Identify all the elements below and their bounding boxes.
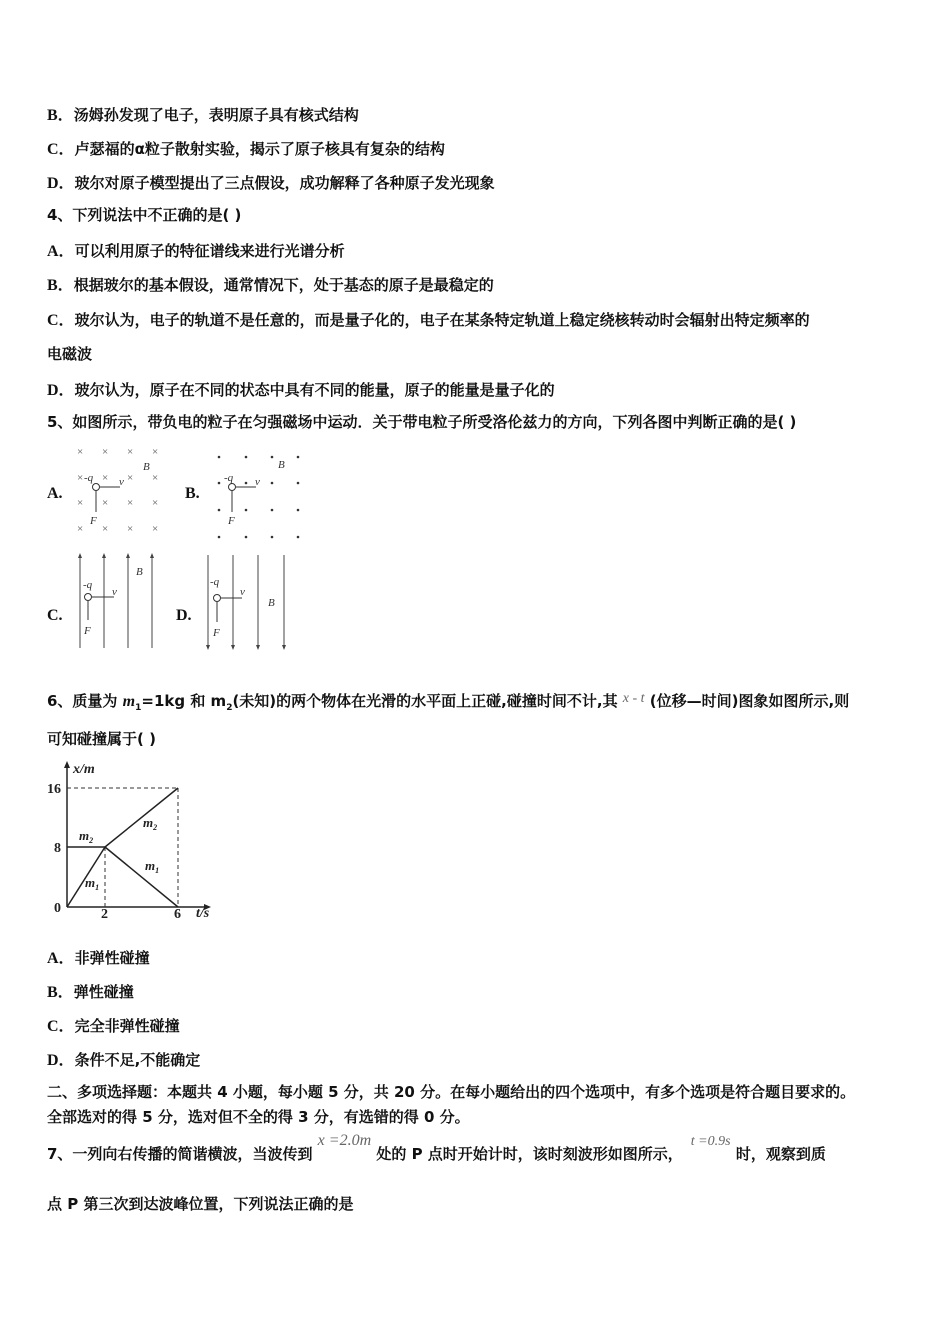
graph-lines: [67, 788, 178, 907]
q3-option-d: D．玻尔对原子模型提出了三点假设，成功解释了各种原子发光现象: [47, 174, 495, 192]
fig-b-charge: -q: [224, 472, 234, 484]
svg-text:×: ×: [77, 497, 84, 509]
q5-label-a: A.: [47, 485, 63, 502]
section2-scoring: 全部选对的得 5 分，选对但不全的得 3 分，有选错的得 0 分。: [47, 1108, 470, 1126]
svg-text:×: ×: [152, 472, 159, 484]
y-tick-8: 8: [54, 841, 61, 856]
svg-text:×: ×: [102, 472, 109, 484]
fig-a-charge: -q: [84, 472, 94, 484]
fig-c-charge: -q: [83, 579, 93, 591]
fig-c-b: B: [136, 566, 143, 578]
svg-text:×: ×: [127, 523, 134, 535]
q5-label-b: B.: [185, 485, 200, 502]
y-axis-label: x/m: [73, 762, 95, 777]
svg-text:×: ×: [77, 446, 84, 458]
label-m2-right: $m_2$: [143, 815, 158, 832]
fig-b-b: B: [278, 459, 285, 471]
q5-figures: [70, 440, 310, 655]
q4-option-d: D．玻尔认为，原子在不同的状态中具有不同的能量，原子的能量是量子化的: [47, 381, 555, 399]
q6-xt-graph: [45, 755, 235, 925]
q5-stem: 5、如图所示，带负电的粒子在匀强磁场中运动．关于带电粒子所受洛伦兹力的方向，下列各图中判断正确的是( ): [47, 413, 797, 431]
fig-c-v: v: [112, 586, 117, 598]
fig-a-v: v: [119, 476, 124, 488]
q3-option-b: B．汤姆孙发现了电子，表明原子具有核式结构: [47, 106, 359, 124]
label-m2-left: $m_2$: [79, 828, 94, 845]
x-tick-2: 2: [101, 907, 108, 922]
fig-d-v: v: [240, 586, 245, 598]
q6-stem: 6、质量为 $m_1=1kg$ 和 $m_2$(未知)的两个物体在光滑的水平面上正碰,碰撞时间不计,其 x - t (位移—时间)图象如图所示,则: [47, 691, 850, 713]
fig-a-f: F: [90, 515, 97, 527]
svg-text:×: ×: [127, 472, 134, 484]
fig-b-v: v: [255, 476, 260, 488]
label-m1-right: $m_1$: [145, 858, 160, 875]
fig-c-f: F: [84, 625, 91, 637]
svg-text:×: ×: [102, 497, 109, 509]
label-m1-left: $m_1$: [85, 875, 100, 892]
q7-stem: 7、一列向右传播的简谐横波，当波传到 x =2.0m 处的 P 点时开始计时，该时刻波形如图所示，t =0.9s 时，观察到质: [47, 1132, 826, 1163]
q6-option-a: A．非弹性碰撞: [47, 949, 150, 967]
q5-label-d: D.: [176, 607, 192, 624]
x-axis-label: t/s: [196, 906, 210, 921]
q6-option-d: D．条件不足,不能确定: [47, 1051, 201, 1069]
svg-text:×: ×: [102, 523, 109, 535]
fig-d-b: B: [268, 597, 275, 609]
fig-a-b: B: [143, 461, 150, 473]
figure-b-particle: [229, 484, 257, 513]
fig-d-charge: -q: [210, 576, 220, 588]
fig-d-f: F: [213, 627, 220, 639]
q4-option-c-cont: 电磁波: [47, 345, 93, 363]
svg-text:×: ×: [77, 523, 84, 535]
q5-label-c: C.: [47, 607, 63, 624]
q6-stem-cont: 可知碰撞属于( ): [47, 730, 156, 748]
y-tick-0: 0: [54, 901, 61, 916]
svg-text:×: ×: [127, 497, 134, 509]
q4-option-b: B．根据玻尔的基本假设，通常情况下，处于基态的原子是最稳定的: [47, 276, 494, 294]
q6-option-b: B．弹性碰撞: [47, 983, 134, 1001]
q4-option-a: A．可以利用原子的特征谱线来进行光谱分析: [47, 242, 345, 260]
svg-text:×: ×: [77, 472, 84, 484]
y-tick-16: 16: [47, 782, 61, 797]
svg-text:×: ×: [102, 446, 109, 458]
fig-b-f: F: [228, 515, 235, 527]
q4-stem: 4、下列说法中不正确的是( ): [47, 206, 242, 224]
svg-text:×: ×: [152, 446, 159, 458]
svg-text:×: ×: [127, 446, 134, 458]
x-tick-6: 6: [174, 907, 181, 922]
svg-text:×: ×: [152, 497, 159, 509]
q4-option-c: C．玻尔认为，电子的轨道不是任意的，而是量子化的，电子在某条特定轨道上稳定绕核转动时会辐射出特定频率的: [47, 311, 810, 329]
q3-option-c: C．卢瑟福的α粒子散射实验，揭示了原子核具有复杂的结构: [47, 140, 445, 158]
section2-heading: 二、多项选择题：本题共 4 小题，每小题 5 分，共 20 分。在每小题给出的四个选项中，有多个选项是符合题目要求的。: [47, 1083, 856, 1101]
svg-text:×: ×: [152, 523, 159, 535]
q7-stem-cont: 点 P 第三次到达波峰位置，下列说法正确的是: [47, 1195, 354, 1213]
q6-option-c: C．完全非弹性碰撞: [47, 1017, 180, 1035]
